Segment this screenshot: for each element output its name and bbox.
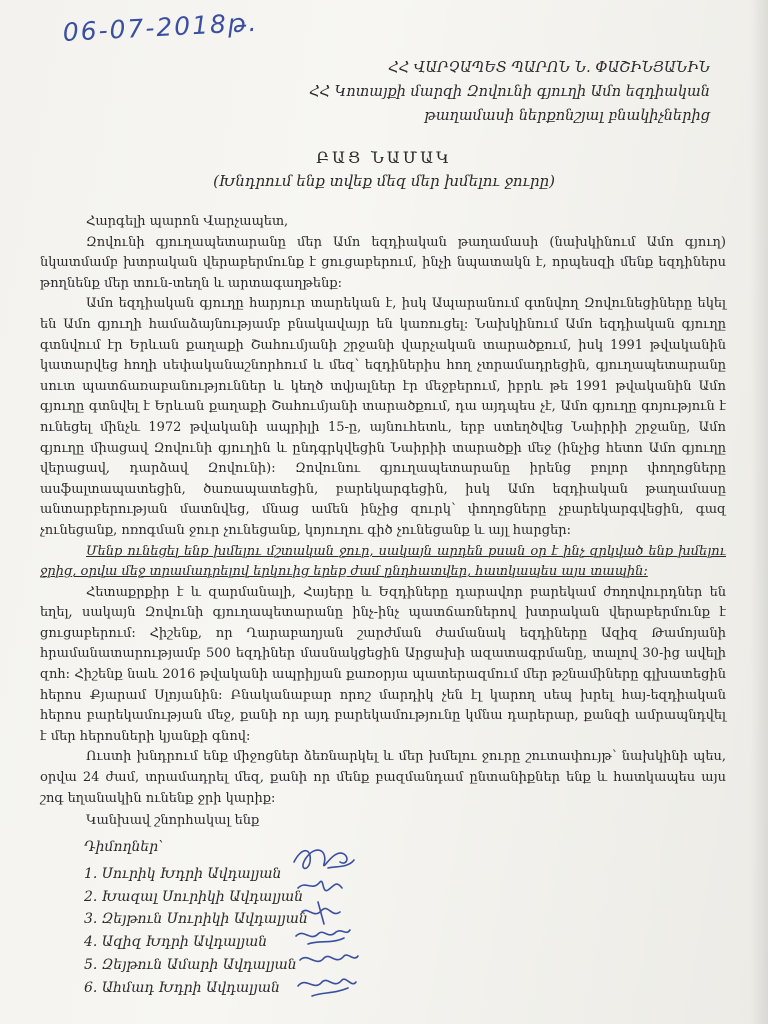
greeting: Հարգելի պարոն Վարչապետ, [86, 214, 289, 229]
signer-item: 4. Ազիզ Խդրի Ավդալյան [84, 934, 268, 951]
signer-item: 3. Զեյթուն Սուրիկի Ավդալյան [84, 911, 308, 928]
addressee-block [290, 56, 710, 128]
signature-2 [298, 881, 342, 890]
emphasized-paragraph: Մենք ունեցել ենք խմելու մշտական ջուր, սակայն արդեն քսան օր է ինչ զրկված ենք խմելու ջրից, օրվա մեջ տրամադրելով երկուից երեք ժամ ընդհատվեր, հատկապես այս տապին: [40, 543, 726, 580]
paragraph: Հետաքրքիր է և զարմանալի, Հայերը և Եզդիները դարավոր բարեկամ ժողովուրդներ են եղել, սակայն Զովունի գյուղապետարանը ինչ-ինչ պատճառներով խտրական վերաբերմունք է ցուցաբերում: Հիշենք, որ Ղարաբաղյան շարժման ժամանակ եզդիները Ազիզ Թամոյանի հրամանատարությամբ 500 եզդիներ մասնակցեցին Արցախի ազատագրմանը, տալով 30-ից ավելի զոհ: Հիշենք նաև 2016 թվականի ապրիլյան քառօրյա պատերազմում մեր թշնամիները գլխատեցին հերոս Քյարամ Սլոյանին: Բնականաբար որոշ մարդիկ չեն էլ կարող սեպ խրել հայ-եզդիական հերոս բարեկամության մեջ, քանի որ այդ բարեկամությունը կմնա դարերար, քանզի ամրապնդվել է մեր հերոսների կյանքի գնով: [40, 584, 726, 744]
signature-3 [302, 902, 340, 924]
paragraph: Ամո եզդիական գյուղը հարյուր տարեկան է, իսկ Ապարանում գտնվող Զովունեցիները եկել են Ամո գյուղի համաձայնությամբ բնակավայր են կառուցել: Նախկինում Ամո եզդիական գյուղը գտնվում էր Երևան քաղաքի Շահումյանի շրջանի վարչական տարածքում, իսկ 1991 թվականին կատարվեց հողի սեփականաշնորհում և մեզ՝ եզդիներիս հող չտրամադրեցին, գյուղապետարանը սուտ պատճառաբանություններ և կեղծ տվյալներ էր մեջբերում, իբրև թե 1991 թվականին Ամո գյուղը գտնվել է Երևան քաղաքի Շահումյանի տարածքում, դա այդպես չէ, Ամո գյուղը գոյություն է ունեցել մինչև 1972 թվականի ապրիլի 15-ը, այնուհետև, երբ ստեղծվեց Նաիրիի շրջանը, Ամո գյուղը միացավ Զովունի գյուղին և ընդգրկվեցին Նաիրիի տարածքի մեջ (ինչից հետո Ամո գյուղը վերացավ, դարձավ Զովունի): Զովունու գյուղապետարանը իրենց բոլոր փողոցները ասֆալտապատեցին, ծառապատեցին, բարեկարգեցին, իսկ Ամո եզդիական թաղամասը անտարբերության մատնվեց, մնաց ամեն ինչից զուրկ՝ փողոցները չբարեկարգվեցին, գազ չունեցանք, ոռոգման ջուր չունեցանք, կոյուղու գիծ չունեցանք և այլ հարցեր: [40, 296, 726, 538]
handwritten-date: 06-07-2018թ. [62, 7, 259, 47]
signers-heading: Դիմողներ՝ [84, 839, 164, 855]
addressee-line: ՀՀ Կոտայքի մարզի Զովունի գյուղի Ամո եզդիական [309, 84, 710, 100]
handwritten-signatures [288, 832, 388, 1012]
signature-6 [298, 979, 356, 996]
paragraph: Զովունի գյուղապետարանը մեր Ամո եզդիական թաղամասի (նախկինում Ամո գյուղ) նկատմամբ խտրական վերաբերմունք է ցուցաբերում, ինչի նպատակն է, որպեսզի մենք եզդիներս թողնենք մեր տուն-տեղն և արտագաղթենք: [40, 234, 726, 291]
signer-item: 5. Զեյթուն Ամարի Ավդալյան [84, 956, 297, 973]
signature-5 [300, 955, 358, 961]
signature-1 [294, 850, 354, 868]
letter-title: ԲԱՑ ՆԱՄԱԿ [316, 148, 452, 167]
letter-body [40, 212, 726, 832]
addressee-line: թաղամասի ներքոնշյալ բնակիչներից [424, 108, 710, 124]
addressee-line: ՀՀ ՎԱՐՉԱՊԵՏ ՊԱՐՈՆ Ն. ՓԱՇԻՆՅԱՆԻՆ [388, 60, 710, 76]
signer-item: 2. Խազալ Սուրիկի Ավդալյան [84, 888, 304, 905]
letter-subtitle: (Խնդրում ենք տվեք մեզ մեր խմելու ջուրը) [213, 172, 555, 190]
signature-4 [296, 930, 350, 944]
thanks-line: Կանխավ շնորհակալ ենք [86, 813, 260, 829]
paragraph: Ուստի խնդրում ենք միջոցներ ձեռնարկել և մեր խմելու ջուրը շուտափույթ՝ նախկինի պես, օրվա 24 ժամ, տրամադրել մեզ, քանի որ մենք բազմանդամ ընտանիքներ ենք և հատկապես այս շոգ եղանակին ունենք ջրի կարիք: [40, 749, 726, 806]
signer-item: 1. Սուրիկ Խդրի Ավդալյան [84, 865, 282, 882]
signer-item: 6. Ահմադ Խդրի Ավդալյան [84, 979, 280, 996]
